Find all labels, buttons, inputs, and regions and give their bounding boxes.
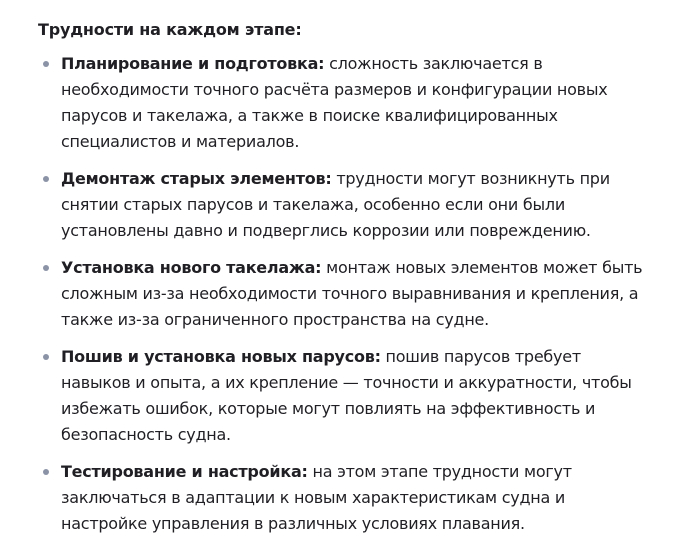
bullet-icon <box>43 265 49 271</box>
item-term: Пошив и установка новых парусов: <box>61 347 381 366</box>
section-heading: Трудности на каждом этапе: <box>38 20 302 39</box>
list-item <box>38 344 651 448</box>
item-term: Установка нового такелажа: <box>61 258 322 277</box>
list-item <box>38 255 651 333</box>
item-text: трудности могут возникнуть при снятии старых парусов и такелажа, особенно если они были установлены давно и подверглись коррозии или повреждению. <box>61 169 610 240</box>
item-term: Демонтаж старых элементов: <box>61 169 332 188</box>
difficulties-list <box>38 51 685 537</box>
bullet-icon <box>43 469 49 475</box>
item-text: сложность заключается в необходимости точного расчёта размеров и конфигурации новых парусов и такелажа, а также в поиске квалифицированных специалистов и материалов. <box>61 54 608 151</box>
item-term: Тестирование и настройка: <box>61 462 308 481</box>
item-text: на этом этапе трудности могут заключаться в адаптации к новым характеристикам судна и настройке управления в различных условиях плавания. <box>61 462 572 533</box>
list-item <box>38 51 651 155</box>
bullet-icon <box>43 354 49 360</box>
bullet-icon <box>43 61 49 67</box>
list-item <box>38 166 651 244</box>
item-term: Планирование и подготовка: <box>61 54 325 73</box>
bullet-icon <box>43 176 49 182</box>
item-text: пошив парусов требует навыков и опыта, а их крепление — точности и аккуратности, чтобы избежать ошибок, которые могут повлиять на эффективность и безопасность судна. <box>61 347 632 444</box>
list-item <box>38 459 651 537</box>
item-text: монтаж новых элементов может быть сложным из-за необходимости точного выравнивания и крепления, а также из-за ограниченного пространства на судне. <box>61 258 643 329</box>
